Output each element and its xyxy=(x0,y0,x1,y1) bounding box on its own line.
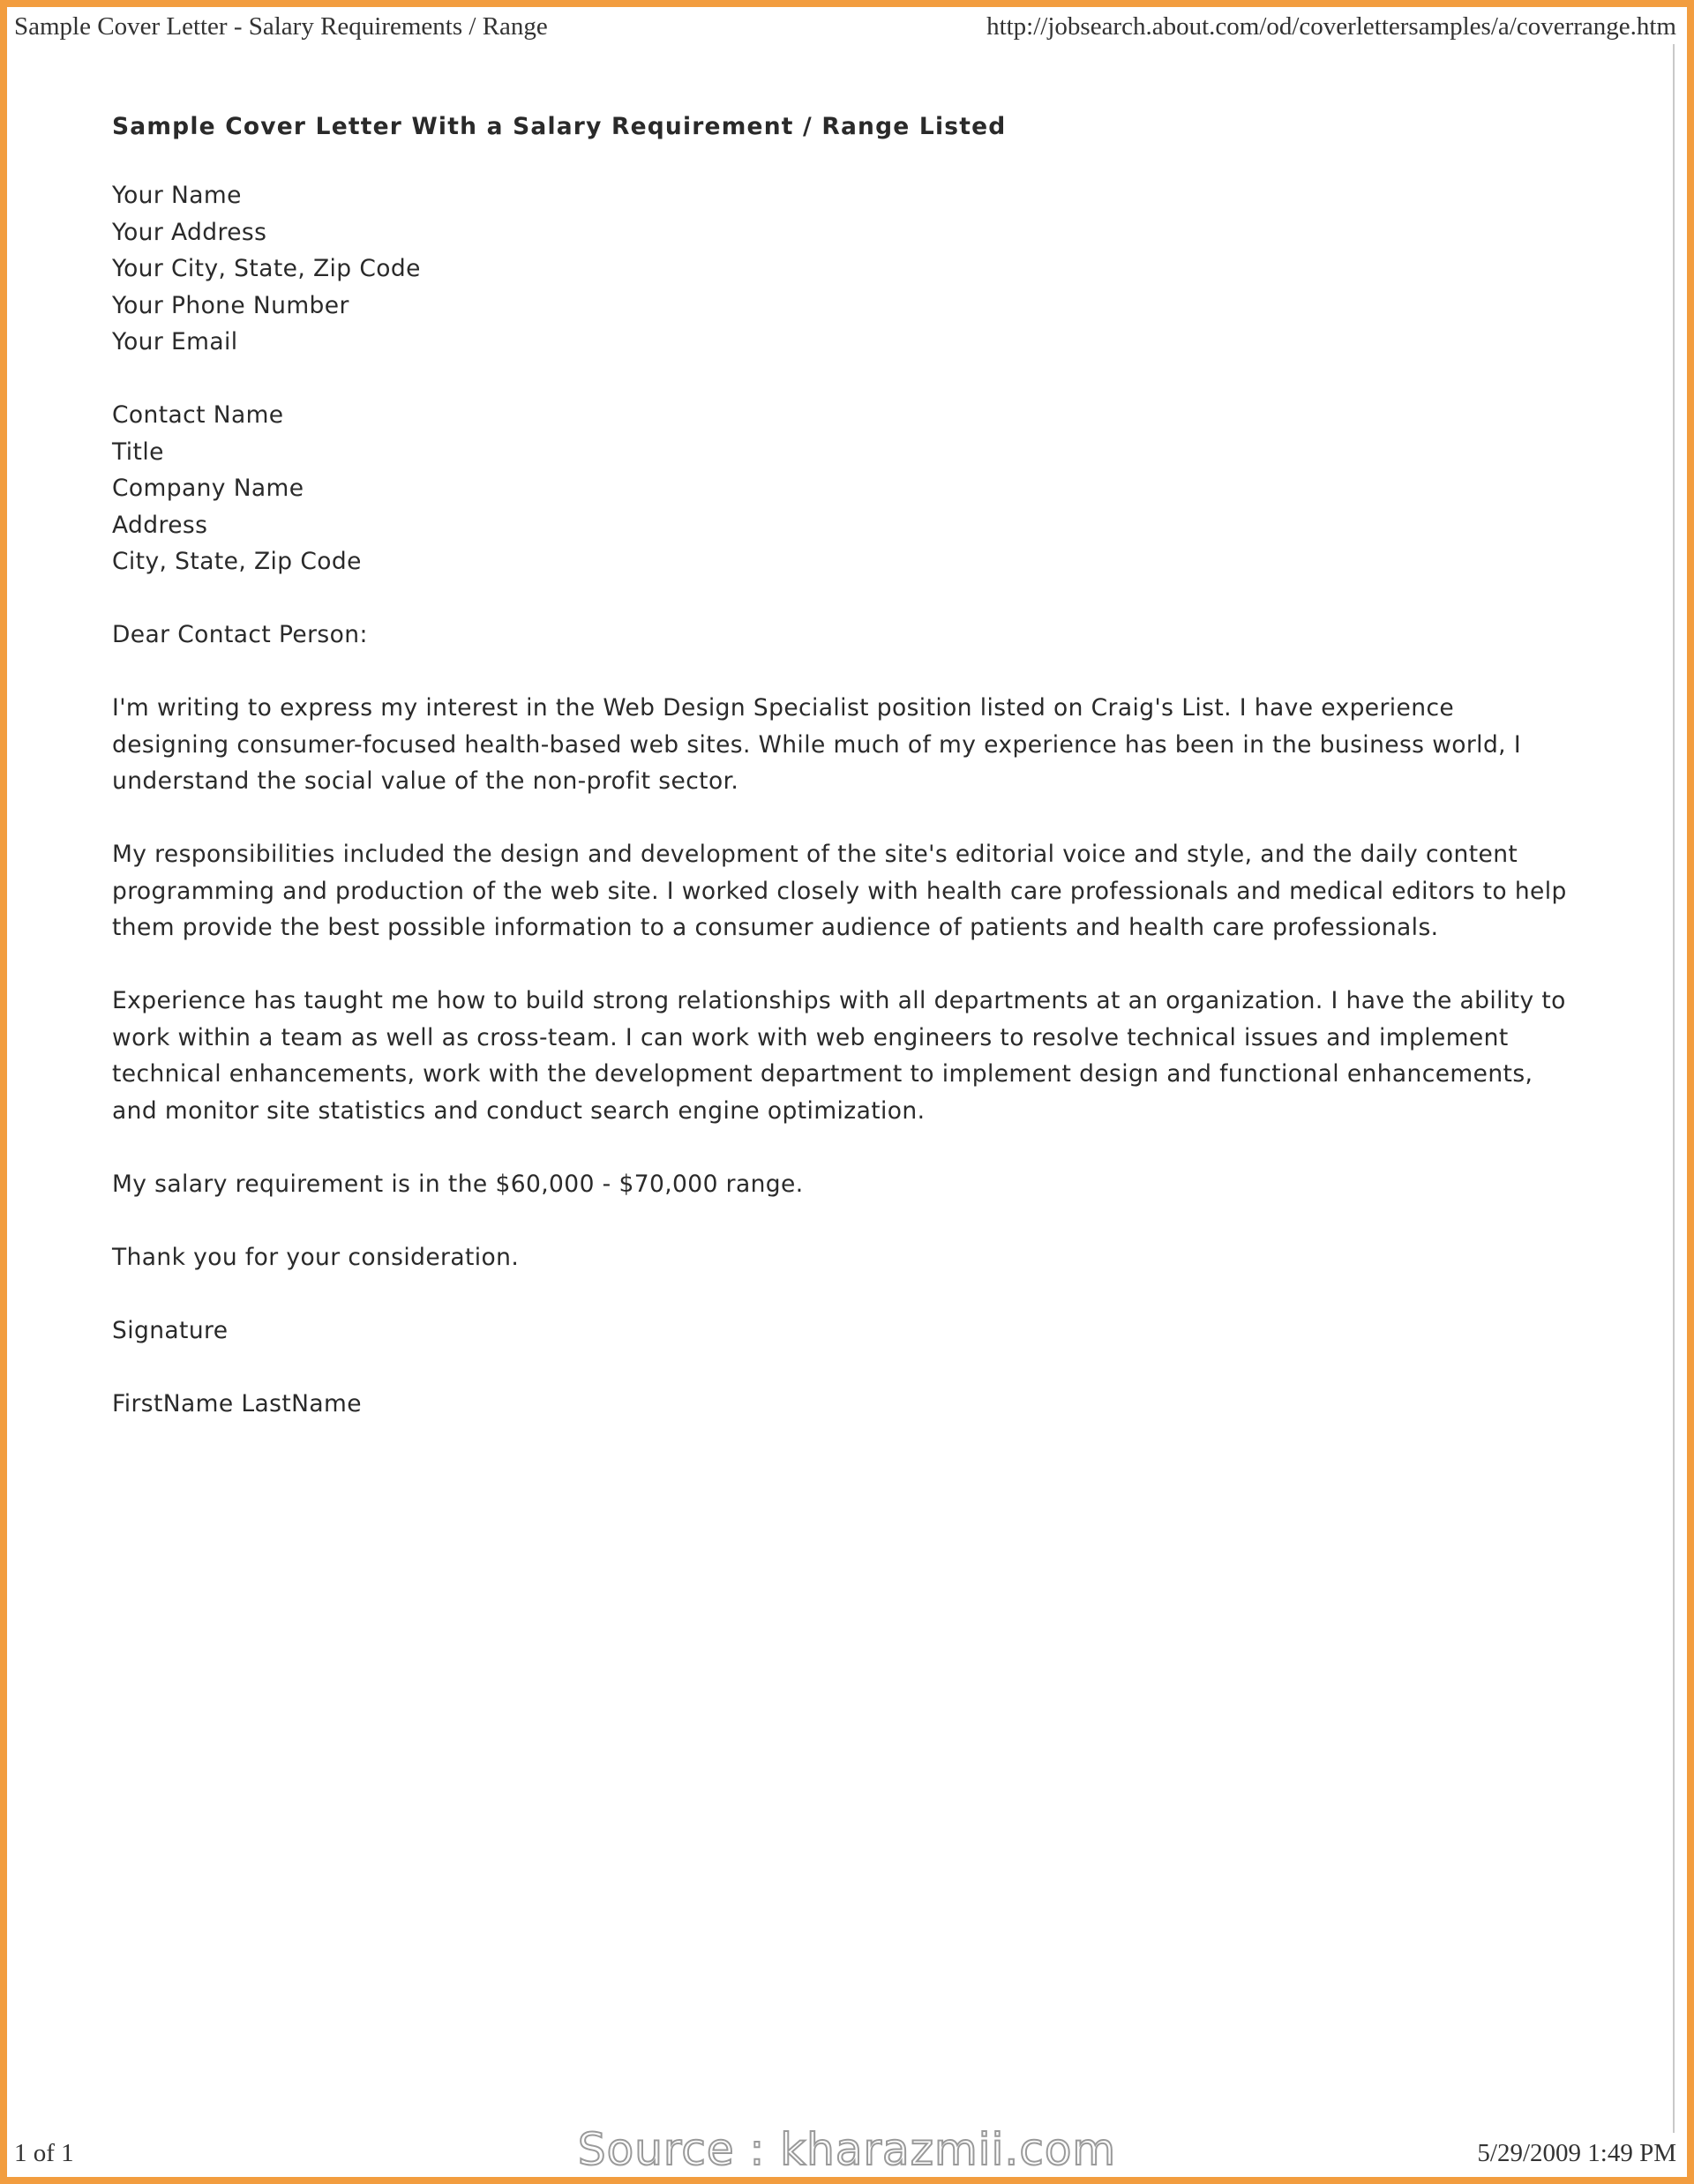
print-header xyxy=(14,12,1676,48)
printed-timestamp: 5/29/2009 1:49 PM xyxy=(1477,2139,1676,2167)
cover-letter xyxy=(112,113,1594,1459)
signer-name: FirstName LastName xyxy=(112,1389,362,1417)
sender-block xyxy=(112,177,1594,361)
paragraph-experience: Experience has taught me how to build strong relationships with all departments at an organization. I have the ability to work within a team as well as cross-team. I can work with web engineers to resolve technical issues and implement technical enhancements, work with the development department to implement design and functional enhancements, and monitor site statistics and conduct search engine optimization. xyxy=(112,987,1566,1125)
paragraph-responsibilities: My responsibilities included the design and development of the site's editorial voice and style, and the daily content programming and production of the web site. I worked closely with health care professionals and medical editors to help them provide the best possible information to a consumer audience of patients and health care professionals. xyxy=(112,841,1567,941)
page-count: 1 of 1 xyxy=(14,2139,74,2167)
signature-label: Signature xyxy=(112,1316,229,1344)
recipient-title: Title xyxy=(112,438,164,466)
sender-name: Your Name xyxy=(112,182,242,209)
recipient-address: Address xyxy=(112,511,208,539)
sender-city-state-zip: Your City, State, Zip Code xyxy=(112,255,421,282)
sender-phone: Your Phone Number xyxy=(112,291,349,319)
sender-email: Your Email xyxy=(112,328,238,355)
page-edge-rule xyxy=(1673,44,1675,2133)
print-header-url: http://jobsearch.about.com/od/coverlettersamples/a/coverrange.htm xyxy=(986,12,1676,41)
paragraph-interest: I'm writing to express my interest in the Web Design Specialist position listed on Craig's List. I have experience designing consumer-focused health-based web sites. While much of my experience has been in the business world, I understand the social value of the non-profit sector. xyxy=(112,694,1522,795)
recipient-city-state-zip: City, State, Zip Code xyxy=(112,548,362,575)
print-header-title: Sample Cover Letter - Salary Requirements / Range xyxy=(14,12,548,41)
recipient-contact-name: Contact Name xyxy=(112,401,284,429)
recipient-block xyxy=(112,397,1594,580)
paragraph-salary: My salary requirement is in the $60,000 - $70,000 range. xyxy=(112,1170,804,1198)
sender-address: Your Address xyxy=(112,218,267,246)
salutation: Dear Contact Person: xyxy=(112,621,368,648)
source-watermark: Source : kharazmii.com xyxy=(577,2124,1117,2175)
recipient-company: Company Name xyxy=(112,475,304,502)
paragraph-thanks: Thank you for your consideration. xyxy=(112,1243,520,1271)
letter-heading: Sample Cover Letter With a Salary Requirement / Range Listed xyxy=(112,113,1007,140)
